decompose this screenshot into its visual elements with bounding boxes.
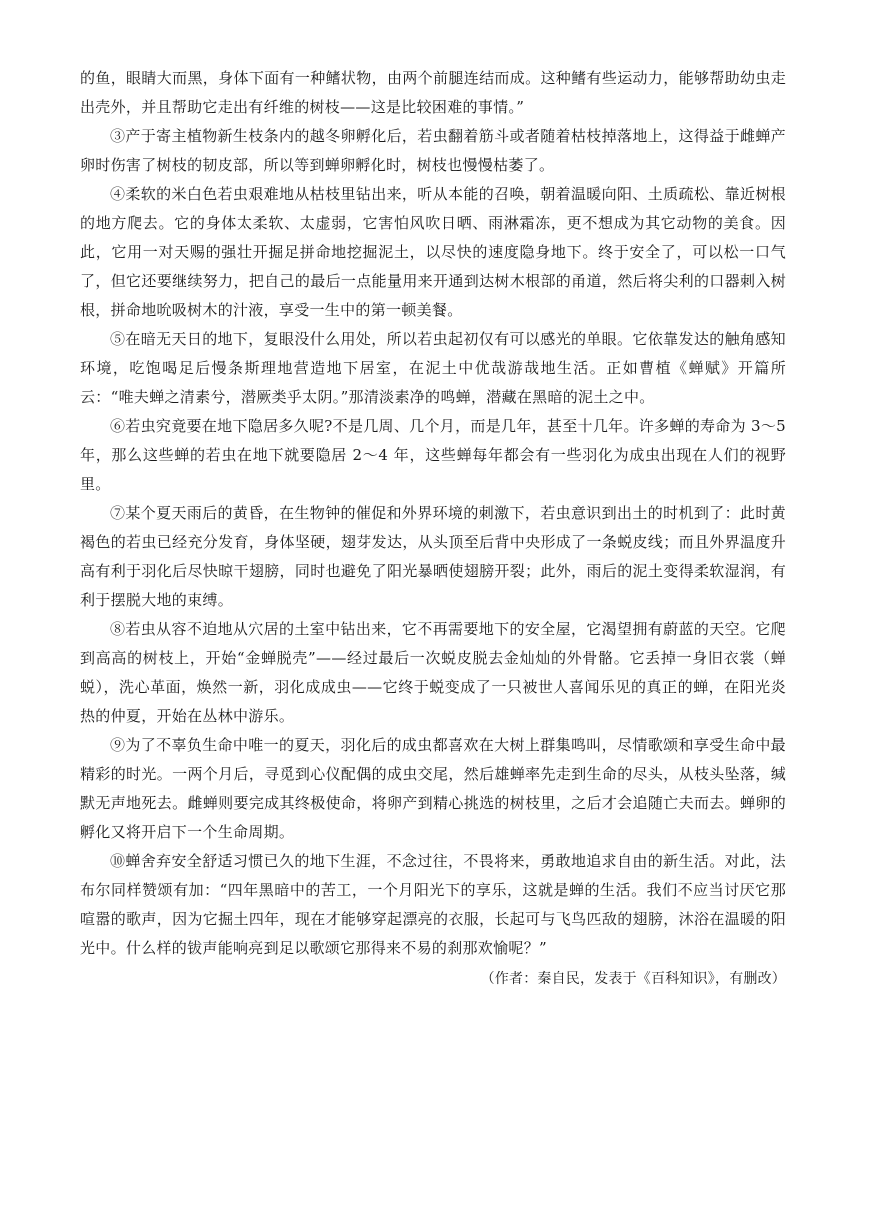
article-body xyxy=(80,64,786,994)
paragraph-6: ⑥若虫究竟要在地下隐居多久呢?不是几周、几个月，而是几年，甚至十几年。许多蝉的寿命为 3～5 年，那么这些蝉的若虫在地下就要隐居 2～4 年，这些蝉每年都会有一些羽化为成虫出现在人们的视野里。 xyxy=(80,417,786,493)
paragraph-8: ⑧若虫从容不迫地从穴居的土室中钻出来，它不再需要地下的安全屋，它渴望拥有蔚蓝的天空。它爬到高高的树枝上，开始“金蝉脱壳”——经过最后一次蜕皮脱去金灿灿的外骨骼。它丢掉一身旧衣裳（蝉蜕），洗心革面，焕然一新，羽化成成虫——它终于蜕变成了一只被世人喜闻乐见的真正的蝉，在阳光炎热的仲夏，开始在丛林中游乐。 xyxy=(80,620,786,725)
source-attribution: （作者：秦自民，发表于《百科知识》，有删改） xyxy=(480,971,786,987)
paragraph-4: ④柔软的米白色若虫艰难地从枯枝里钻出来，听从本能的召唤，朝着温暖向阳、土质疏松、靠近树根的地方爬去。它的身体太柔软、太虚弱，它害怕风吹日晒、雨淋霜冻，更不想成为其它动物的美食。因此，它用一对天赐的强壮开掘足拼命地挖掘泥土，以尽快的速度隐身地下。终于安全了，可以松一口气了，但它还要继续努力，把自己的最后一点能量用来开通到达树木根部的甬道，然后将尖利的口器刺入树根，拼命地吮吸树木的汁液，享受一生中的第一顿美餐。 xyxy=(80,185,786,319)
paragraph-5: ⑤在暗无天日的地下，复眼没什么用处，所以若虫起初仅有可以感光的单眼。它依靠发达的触角感知环境，吃饱喝足后慢条斯理地营造地下居室，在泥土中优哉游哉地生活。正如曹植《蝉赋》开篇所云：“唯夫蝉之清素兮，潜厥类乎太阴。”那清淡素净的鸣蝉，潜藏在黑暗的泥土之中。 xyxy=(80,330,786,406)
paragraph-9: ⑨为了不辜负生命中唯一的夏天，羽化后的成虫都喜欢在大树上群集鸣叫，尽情歌颂和享受生命中最精彩的时光。一两个月后，寻觅到心仪配偶的成虫交尾，然后雄蝉率先走到生命的尽头，从枝头坠落，缄默无声地死去。雌蝉则要完成其终极使命，将卵产到精心挑选的树枝里，之后才会追随亡夫而去。蝉卵的孵化又将开启下一个生命周期。 xyxy=(80,736,786,841)
paragraph-continuation: 的鱼，眼睛大而黑，身体下面有一种鳍状物，由两个前腿连结而成。这种鳍有些运动力，能够帮助幼虫走出壳外，并且帮助它走出有纤维的树枝——这是比较困难的事情。” xyxy=(80,69,786,116)
paragraph-7: ⑦某个夏天雨后的黄昏，在生物钟的催促和外界环境的刺激下，若虫意识到出土的时机到了：此时黄褐色的若虫已经充分发育，身体坚硬，翅芽发达，从头顶至后背中央形成了一条蜕皮线；而且外界温度升高有利于羽化后尽快晾干翅膀，同时也避免了阳光暴晒使翅膀开裂；此外，雨后的泥土变得柔软湿润，有利于摆脱大地的束缚。 xyxy=(80,504,786,609)
paragraph-3: ③产于寄主植物新生枝条内的越冬卵孵化后，若虫翻着筋斗或者随着枯枝掉落地上，这得益于雌蝉产卵时伤害了树枝的韧皮部，所以等到蝉卵孵化时，树枝也慢慢枯萎了。 xyxy=(80,127,786,174)
paragraph-10: ⑩蝉舍弃安全舒适习惯已久的地下生涯，不念过往，不畏将来，勇敢地追求自由的新生活。对此，法布尔同样赞颂有加：“四年黑暗中的苦工，一个月阳光下的享乐，这就是蝉的生活。我们不应当讨厌它那喧嚣的歌声，因为它掘土四年，现在才能够穿起漂亮的衣服，长起可与飞鸟匹敌的翅膀，沐浴在温暖的阳光中。什么样的钹声能响亮到足以歌颂它那得来不易的刹那欢愉呢？” xyxy=(80,852,786,957)
